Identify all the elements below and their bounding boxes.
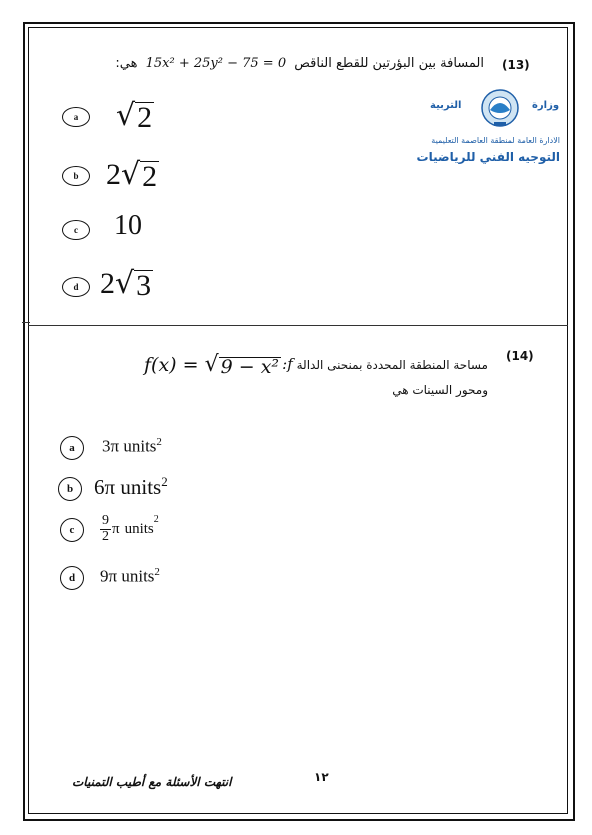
question-13-suffix: هي: <box>115 56 138 71</box>
section-divider <box>28 325 568 326</box>
q14-option-a-exp: 2 <box>156 436 162 448</box>
logo-subtitle: الادارة العامة لمنطقة العاصمة التعليمية <box>431 136 560 145</box>
q14-option-d-marker[interactable]: d <box>60 566 84 590</box>
q14-option-c-fraction <box>100 514 111 544</box>
option-a-marker[interactable]: a <box>62 107 90 127</box>
logo-title: التوجيه الفني للرياضيات <box>416 150 560 164</box>
question-14-line1 <box>282 355 488 373</box>
question-14-prompt: مساحة المنطقة المحددة بمنحنى الدالة <box>296 358 488 372</box>
q14-option-d-value: 9π <box>100 566 118 586</box>
q13-option-b-radicand: 2 <box>142 160 158 193</box>
q13-option-a: √ 2 <box>116 98 153 134</box>
q14-option-c <box>100 514 159 544</box>
q13-option-c: 10 <box>114 210 142 241</box>
closing-message: انتهت الأسئلة مع أطيب التمنيات <box>72 775 232 789</box>
q14-option-c-marker[interactable]: c <box>60 518 84 542</box>
question-14-func-label: f: <box>282 355 293 373</box>
logo-word-tarbiya: التربية <box>430 100 462 111</box>
option-d-marker[interactable]: d <box>62 277 90 297</box>
q14-option-a-value: 3π <box>102 436 120 456</box>
q13-option-b: 2 √ 2 <box>106 157 158 193</box>
q14-option-b <box>94 474 168 500</box>
option-c-marker[interactable]: c <box>62 220 90 240</box>
question-14-number: (14) <box>506 349 534 363</box>
q14-option-d-exp: 2 <box>154 566 160 578</box>
question-14-function: f(x) = √ 9 − x² <box>144 352 280 378</box>
q14-option-a-marker[interactable]: a <box>60 436 84 460</box>
question-13-equation: 15x² + 25y² − 75 = 0 <box>145 56 287 71</box>
q14-option-d <box>100 566 160 587</box>
option-b-marker[interactable]: b <box>62 166 90 186</box>
q13-option-d-coef: 2 <box>100 267 115 300</box>
question-14-line2: ومحور السينات هي <box>392 383 488 397</box>
page-number: ١٢ <box>314 770 329 784</box>
q14-option-a <box>102 436 162 457</box>
q14-option-c-value: π <box>112 520 120 537</box>
q14-option-b-unit: units <box>120 475 162 499</box>
q13-option-a-radicand: 2 <box>137 101 153 134</box>
question-13-text <box>115 56 484 71</box>
q14-option-a-unit: units <box>123 436 157 456</box>
q14-option-b-exp: 2 <box>161 474 168 489</box>
question-13-prompt: المسافة بين البؤرتين للقطع الناقص <box>294 56 484 71</box>
logo-word-wizara: وزارة <box>532 100 560 111</box>
q14-option-b-marker[interactable]: b <box>58 477 82 501</box>
q13-option-d: 2 √ 3 <box>100 266 152 302</box>
q14-func-radicand: 9 − x² <box>220 356 280 378</box>
ministry-logo <box>414 86 564 176</box>
divider-tick <box>22 322 30 323</box>
q14-option-d-unit: units <box>121 566 155 586</box>
q14-func-lhs: f(x) = <box>144 354 205 376</box>
q14-option-c-denominator: 2 <box>102 528 109 544</box>
q14-option-c-numerator: 9 <box>102 513 109 528</box>
q13-option-b-coef: 2 <box>106 158 121 191</box>
q14-option-c-exp: 2 <box>153 514 159 525</box>
q13-option-d-radicand: 3 <box>136 269 152 302</box>
q14-option-c-unit: units <box>124 520 154 537</box>
q14-option-b-value: 6π <box>94 475 116 499</box>
question-13-number: (13) <box>502 58 530 72</box>
